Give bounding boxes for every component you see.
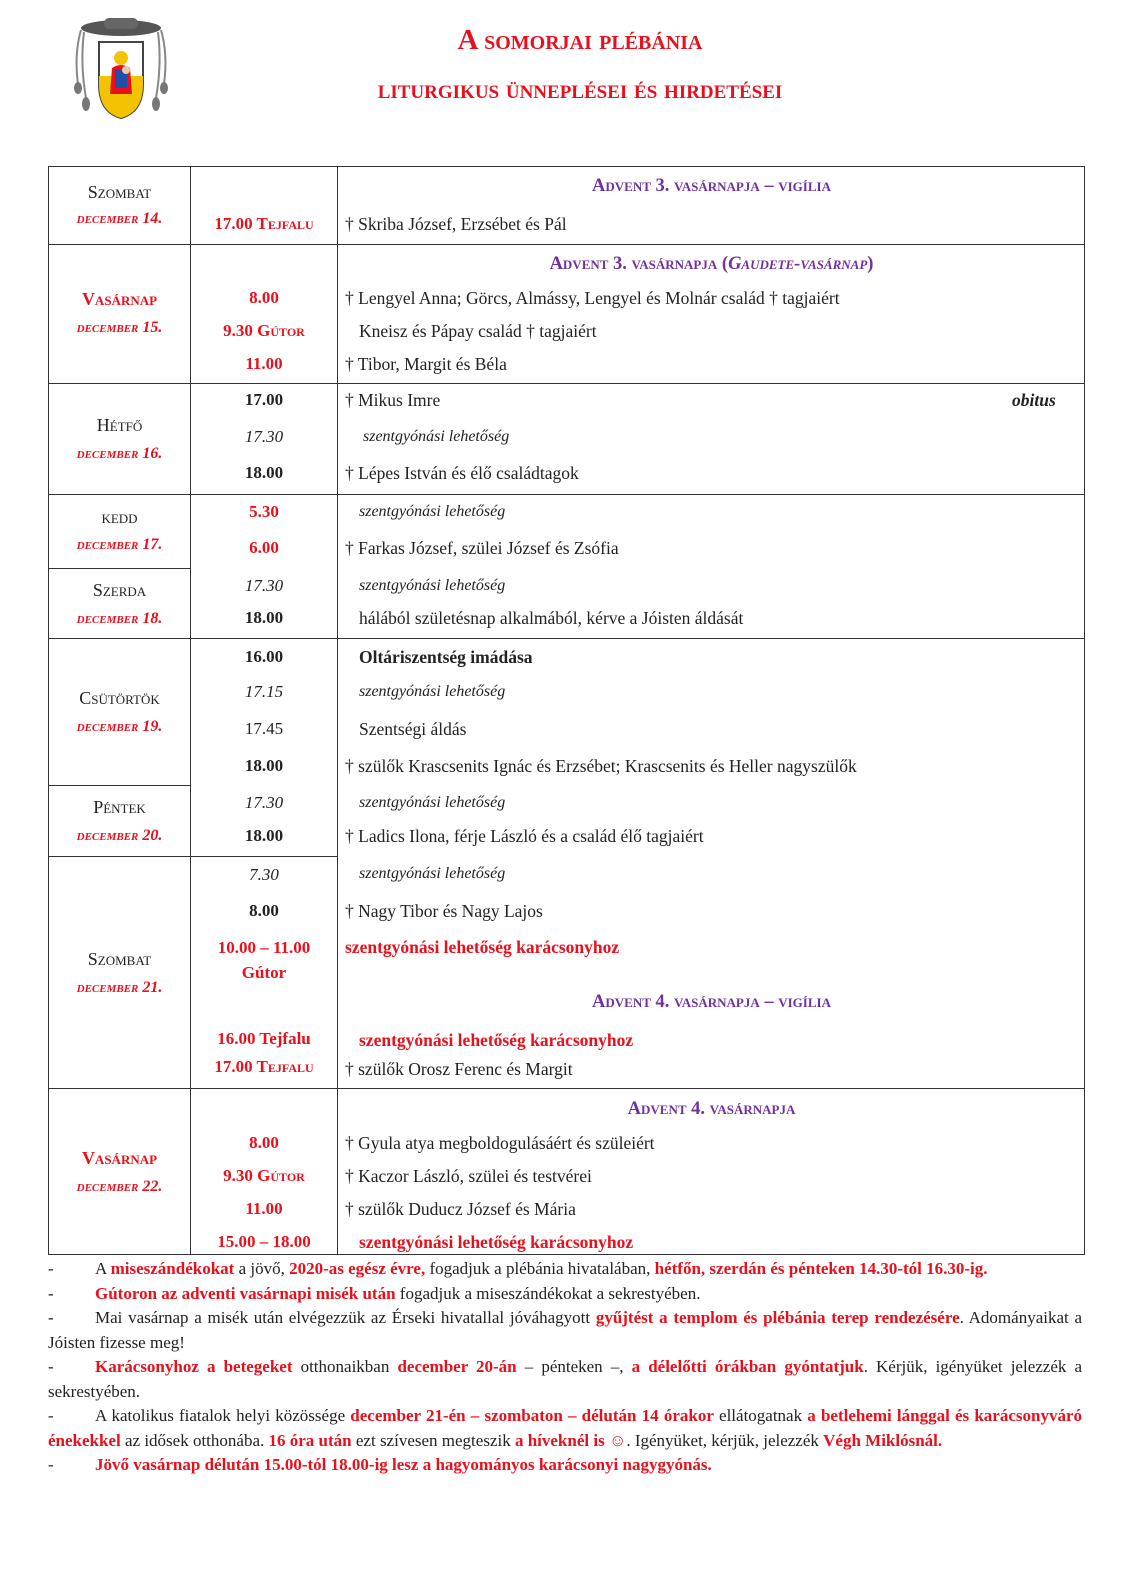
liturgy-heading: Advent 4. vasárnapja	[627, 1099, 796, 1119]
confession-christmas: szentgyónási lehetőség karácsonyhoz	[359, 1232, 634, 1252]
confession-note: szentgyónási lehetőség	[359, 503, 506, 520]
confession-note: szentgyónási lehetőség	[359, 794, 506, 811]
day-date: december 15.	[76, 319, 163, 336]
adoration-text: Oltáriszentség imádása	[359, 647, 533, 667]
day-date: december 20.	[76, 827, 163, 844]
day-date: december 18.	[76, 610, 163, 627]
announcement-item: - Jövő vasárnap délután 15.00-tól 18.00-ig lesz a hagyományos karácsonyi nagygyónás.	[48, 1455, 712, 1474]
parish-crest-logo	[66, 14, 176, 124]
mass-time: 8.00	[249, 901, 279, 920]
mass-time: 11.00	[245, 354, 283, 373]
mass-time: 9.30 Gútor	[223, 1166, 305, 1185]
mass-time: 11.00	[245, 1199, 283, 1218]
mass-time: 7.30	[249, 865, 279, 884]
announcement-item: - Gútoron az adventi vasárnapi misék után fogadjuk a miseszándékokat a sekrestyében.	[48, 1283, 701, 1303]
day-name: Szombat	[87, 182, 152, 202]
mass-time: 17.30	[244, 793, 284, 812]
day-date: december 14.	[76, 210, 163, 227]
mass-intention: † szülők Orosz Ferenc és Margit	[345, 1059, 573, 1079]
page-title-line2: liturgikus ünneplései és hirdetései	[377, 74, 783, 104]
mass-intention: † Kaczor László, szülei és testvérei	[345, 1166, 592, 1186]
mass-intention: † Nagy Tibor és Nagy Lajos	[345, 901, 543, 921]
mass-intention: † Mikus Imre	[345, 390, 441, 410]
day-name: Péntek	[93, 797, 146, 817]
mass-time: 17.30	[244, 576, 284, 595]
mass-time: 15.00 – 18.00	[217, 1232, 311, 1251]
mass-intention: † szülők Krascsenits Ignác és Erzsébet; Krascsenits és Heller nagyszülők	[345, 756, 857, 776]
mass-time: 8.00	[249, 288, 279, 307]
confession-christmas: szentgyónási lehetőség karácsonyhoz	[345, 937, 620, 957]
confession-christmas: szentgyónási lehetőség karácsonyhoz	[359, 1030, 634, 1050]
day-date: december 16.	[76, 445, 163, 462]
mass-time: 18.00	[244, 608, 284, 627]
mass-intention: † Gyula atya megboldogulásáért és szüleiért	[345, 1133, 655, 1153]
mass-place: Gútor	[241, 963, 287, 982]
mass-time: 17.45	[244, 719, 284, 738]
day-name: Vasárnap	[81, 289, 158, 309]
confession-note: szentgyónási lehetőség	[363, 428, 510, 445]
mass-time: 5.30	[249, 502, 279, 521]
mass-intention: † Ladics Ilona, férje László és a család élő tagjaiért	[345, 826, 704, 846]
mass-time: 10.00 – 11.00	[217, 938, 311, 957]
mass-intention: † Lépes István és élő családtagok	[345, 463, 579, 483]
liturgy-schedule-table	[48, 166, 1085, 1255]
day-name: Szerda	[92, 580, 147, 600]
mass-time: 18.00	[244, 826, 284, 845]
mass-intention: † Tibor, Margit és Béla	[345, 354, 507, 374]
mass-time: 8.00	[249, 1133, 279, 1152]
obitus-label: obitus	[1012, 390, 1056, 410]
mass-intention: † Skriba József, Erzsébet és Pál	[345, 214, 567, 234]
liturgy-heading: Advent 3. vasárnapja – vigília	[592, 176, 831, 196]
mass-time: 9.30 Gútor	[223, 321, 305, 340]
announcement-item: - A miseszándékokat a jövő, 2020-as egész évre, fogadjuk a plébánia hivatalában, hétfőn, szerdán és pénteken 14.30-tól 16.30-ig.	[48, 1259, 988, 1278]
mass-time: 16.00	[244, 647, 284, 666]
blessing-text: Szentségi áldás	[359, 719, 467, 739]
mass-time: 17.00 Tejfalu	[214, 214, 314, 233]
announcement-item: - Karácsonyhoz a betegeket otthonaikban december 20-án – pénteken –, a délelőtti órákban gyóntatjuk. Kérjük, igényüket jelezzék a sekrestyében.	[48, 1357, 1083, 1401]
mass-time: 18.00	[244, 463, 284, 482]
mass-intention: hálából születésnap alkalmából, kérve a Jóisten áldását	[359, 608, 744, 628]
day-date: december 22.	[76, 1178, 163, 1195]
day-name: Hétfő	[96, 415, 143, 435]
mass-intention: † Lengyel Anna; Görcs, Almássy, Lengyel és Molnár család † tagjaiért	[345, 288, 840, 308]
smiley-icon: ☺	[608, 1430, 627, 1450]
liturgy-heading: Advent 3. vasárnapja (Gaudete-vasárnap)	[549, 254, 874, 274]
mass-time: 17.00	[244, 390, 284, 409]
day-name: Vasárnap	[81, 1148, 158, 1168]
announcements	[48, 1257, 1082, 1478]
announcement-item: - Mai vasárnap a misék után elvégezzük az Érseki hivatallal jóváhagyott gyűjtést a templom és plébánia terep rendezésére. Adományaikat a Jóisten fizesse meg!	[48, 1308, 1082, 1352]
mass-time: 17.00 Tejfalu	[214, 1057, 314, 1076]
day-name: Szombat	[87, 949, 152, 969]
day-date: december 19.	[76, 718, 163, 735]
day-name: kedd	[101, 507, 138, 527]
day-name: Csütörtök	[79, 688, 160, 708]
day-date: december 21.	[76, 979, 163, 996]
mass-time: 17.15	[244, 682, 284, 701]
mass-intention: † szülők Duducz József és Mária	[345, 1199, 576, 1219]
confession-note: szentgyónási lehetőség	[359, 577, 506, 594]
mass-time: 6.00	[249, 538, 279, 557]
announcement-item: - A katolikus fiatalok helyi közössége december 21-én – szombaton – délután 14 órakor ellátogatnak a betlehemi lánggal és karácsonyváró énekekkel az idősek otthonába. 16 óra után ezt szívesen megteszik a híveknél is ☺. Igényüket, kérjük, jelezzék Végh Miklósnál.	[48, 1406, 1082, 1450]
mass-intention: Kneisz és Pápay család † tagjaiért	[359, 321, 597, 341]
mass-time: 18.00	[244, 756, 284, 775]
confession-note: szentgyónási lehetőség	[359, 865, 506, 882]
page-title-line1: A somorjai plébánia	[457, 24, 703, 56]
mass-time: 16.00 Tejfalu	[217, 1029, 311, 1048]
day-date: december 17.	[76, 536, 163, 553]
liturgy-heading: Advent 4. vasárnapja – vigília	[592, 992, 831, 1012]
mass-intention: † Farkas József, szülei József és Zsófia	[345, 538, 619, 558]
mass-time: 17.30	[244, 427, 284, 446]
confession-note: szentgyónási lehetőség	[359, 683, 506, 700]
